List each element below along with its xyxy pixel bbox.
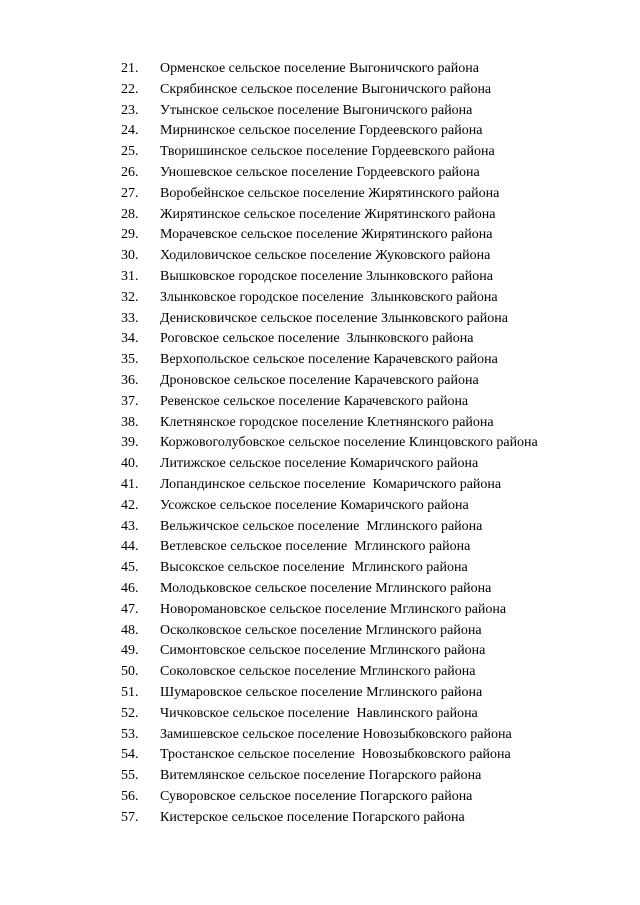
settlement-name: Орменское сельское поселение Выгоничского района <box>160 61 479 76</box>
item-number: 46. <box>121 580 139 596</box>
settlement-name: Воробейнское сельское поселение Жирятинского района <box>160 185 500 201</box>
list-item <box>0 600 640 621</box>
list-item <box>0 101 640 122</box>
settlement-name: Шумаровское сельское поселение Мглинского района <box>160 684 483 700</box>
settlement-name: Клетнянское городское поселение Клетнянского района <box>160 414 494 430</box>
item-number: 55. <box>121 768 139 784</box>
settlement-name: Высокское сельское поселение Мглинского района <box>160 560 468 576</box>
settlement-name: Мирнинское сельское поселение Гордеевского района <box>160 123 483 139</box>
list-item <box>0 579 640 600</box>
item-number: 47. <box>121 601 139 617</box>
list-item <box>0 766 640 787</box>
list-item <box>0 641 640 662</box>
list-item <box>0 558 640 579</box>
list-item <box>0 433 640 454</box>
item-number: 32. <box>121 289 139 305</box>
item-number: 44. <box>121 539 139 555</box>
list-item <box>0 205 640 226</box>
settlement-name: Вышковское городское поселение Злынковского района <box>160 268 493 284</box>
settlement-name: Чичковское сельское поселение Навлинского района <box>160 705 478 721</box>
settlement-name: Литижское сельское поселение Комаричского района <box>160 456 479 472</box>
settlement-name: Новоромановское сельское поселение Мглинского района <box>160 601 507 617</box>
list-item <box>0 246 640 267</box>
settlement-name: Витемлянское сельское поселение Погарского района <box>160 768 482 784</box>
list-item <box>0 745 640 766</box>
list-item <box>0 517 640 538</box>
item-number: 57. <box>121 809 139 825</box>
settlement-name: Жирятинское сельское поселение Жирятинского района <box>160 206 496 222</box>
item-number: 21. <box>121 61 139 76</box>
item-number: 42. <box>121 497 139 513</box>
item-number: 22. <box>121 81 139 97</box>
settlement-name: Осколковское сельское поселение Мглинского района <box>160 622 482 638</box>
item-number: 30. <box>121 248 139 264</box>
settlement-name: Соколовское сельское поселение Мглинского района <box>160 664 476 680</box>
item-number: 34. <box>121 331 139 347</box>
settlement-name: Верхопольское сельское поселение Карачевского района <box>160 352 498 368</box>
list-item <box>0 704 640 725</box>
item-number: 23. <box>121 102 139 118</box>
settlement-name: Утынское сельское поселение Выгоничского района <box>160 102 473 118</box>
settlement-name: Коржовоголубовское сельское поселение Клинцовского района <box>160 435 538 451</box>
settlement-name: Молодьковское сельское поселение Мглинского района <box>160 580 492 596</box>
settlement-name: Злынковское городское поселение Злынковского района <box>160 289 498 305</box>
list-item <box>0 454 640 475</box>
item-number: 31. <box>121 268 139 284</box>
item-number: 37. <box>121 393 139 409</box>
list-item <box>0 80 640 101</box>
settlement-name: Ходиловичское сельское поселение Жуковского района <box>160 248 491 264</box>
settlement-name: Лопандинское сельское поселение Комаричского района <box>160 476 502 492</box>
settlement-name: Дроновское сельское поселение Карачевского района <box>160 372 479 388</box>
list-item <box>0 413 640 434</box>
item-number: 39. <box>121 435 139 451</box>
settlement-list <box>0 59 640 828</box>
list-item <box>0 225 640 246</box>
list-item <box>0 371 640 392</box>
list-item <box>0 683 640 704</box>
settlement-name: Симонтовское сельское поселение Мглинского района <box>160 643 486 659</box>
item-number: 25. <box>121 144 139 160</box>
list-item <box>0 121 640 142</box>
item-number: 54. <box>121 747 139 763</box>
list-item <box>0 537 640 558</box>
list-item <box>0 725 640 746</box>
settlement-name: Вельжичское сельское поселение Мглинского района <box>160 518 483 534</box>
list-item <box>0 392 640 413</box>
item-number: 26. <box>121 164 139 180</box>
item-number: 29. <box>121 227 139 243</box>
item-number: 48. <box>121 622 139 638</box>
item-number: 24. <box>121 123 139 139</box>
item-number: 49. <box>121 643 139 659</box>
settlement-name: Усожское сельское поселение Комаричского района <box>160 497 469 513</box>
item-number: 51. <box>121 684 139 700</box>
list-item <box>0 288 640 309</box>
item-number: 35. <box>121 352 139 368</box>
settlement-name: Роговское сельское поселение Злынковского района <box>160 331 474 347</box>
list-item <box>0 329 640 350</box>
item-number: 27. <box>121 185 139 201</box>
list-item <box>0 184 640 205</box>
list-item <box>0 163 640 184</box>
list-item <box>0 787 640 808</box>
settlement-name: Скрябинское сельское поселение Выгоничского района <box>160 81 492 97</box>
item-number: 33. <box>121 310 139 326</box>
item-number: 40. <box>121 456 139 472</box>
item-number: 38. <box>121 414 139 430</box>
list-item <box>0 496 640 517</box>
settlement-name: Ревенское сельское поселение Карачевского района <box>160 393 469 409</box>
item-number: 36. <box>121 372 139 388</box>
item-number: 28. <box>121 206 139 222</box>
list-item <box>0 309 640 330</box>
list-item <box>0 475 640 496</box>
settlement-name: Кистерское сельское поселение Погарского района <box>160 809 465 825</box>
settlement-name: Суворовское сельское поселение Погарского района <box>160 788 473 804</box>
list-item <box>0 350 640 371</box>
item-number: 53. <box>121 726 139 742</box>
item-number: 45. <box>121 560 139 576</box>
item-number: 56. <box>121 788 139 804</box>
settlement-name: Замишевское сельское поселение Новозыбковского района <box>160 726 512 742</box>
settlement-name: Денисковичское сельское поселение Злынковского района <box>160 310 508 326</box>
list-item <box>0 59 640 80</box>
list-item <box>0 267 640 288</box>
list-item <box>0 621 640 642</box>
list-item <box>0 662 640 683</box>
item-number: 43. <box>121 518 139 534</box>
settlement-name: Тростанское сельское поселение Новозыбковского района <box>160 747 511 763</box>
list-item <box>0 808 640 829</box>
item-number: 41. <box>121 476 139 492</box>
settlement-name: Ветлевское сельское поселение Мглинского района <box>160 539 471 555</box>
settlement-name: Морачевское сельское поселение Жирятинского района <box>160 227 493 243</box>
settlement-name: Творишинское сельское поселение Гордеевского района <box>160 144 495 160</box>
list-item <box>0 142 640 163</box>
item-number: 50. <box>121 664 139 680</box>
settlement-name: Уношевское сельское поселение Гордеевского района <box>160 164 480 180</box>
item-number: 52. <box>121 705 139 721</box>
